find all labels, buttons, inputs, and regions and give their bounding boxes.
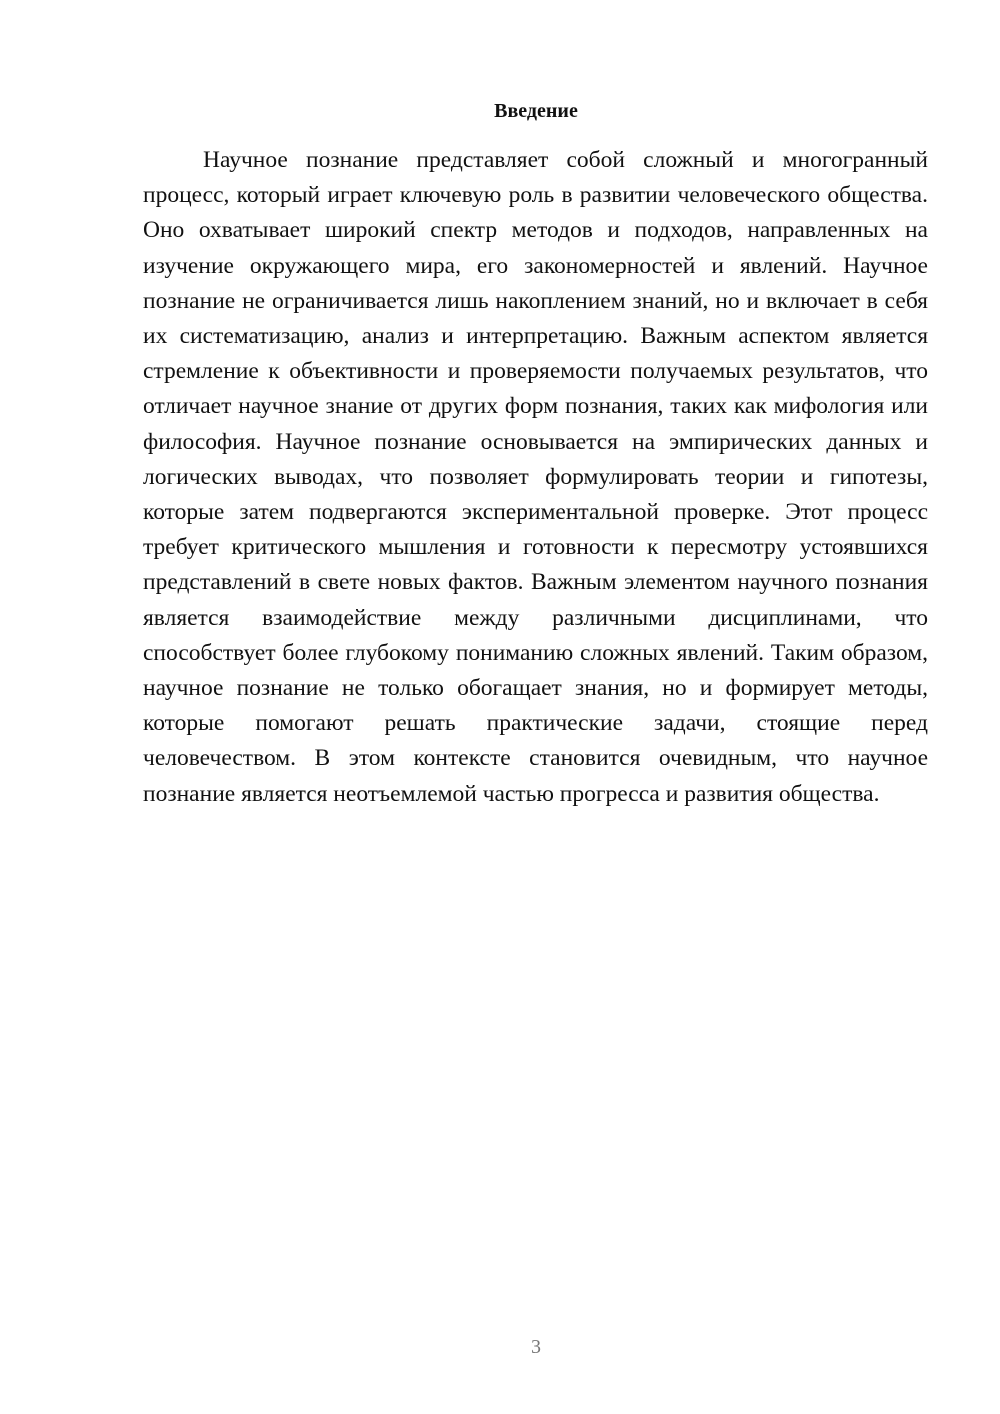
page-number: 3 [531, 1336, 541, 1358]
page-title: Введение [494, 100, 578, 122]
body-paragraph: Научное познание представляет собой сложный и многогранный процесс, который играет ключевую роль в развитии человеческого общества. Оно охватывает широкий спектр методов и подходов, направленных на изучение окружающего мира, его закономерностей и явлений. Научное познание не ограничивается лишь накоплением знаний, но и включает в себя их систематизацию, анализ и интерпретацию. Важным аспектом является стремление к объективности и проверяемости получаемых результатов, что отличает научное знание от других форм познания, таких как мифология или философия. Научное познание основывается на эмпирических данных и логических выводах, что позволяет формулировать теории и гипотезы, которые затем подвергаются экспериментальной проверке. Этот процесс требует критического мышления и готовности к пересмотру устоявшихся представлений в свете новых фактов. Важным элементом научного познания является взаимодействие между различными дисциплинами, что способствует более глубокому пониманию сложных явлений. Таким образом, научное познание не только обогащает знания, но и формирует методы, которые помогают решать практические задачи, стоящие перед человечеством. В этом контексте становится очевидным, что научное познание является неотъемлемой частью прогресса и развития общества. [143, 147, 928, 807]
